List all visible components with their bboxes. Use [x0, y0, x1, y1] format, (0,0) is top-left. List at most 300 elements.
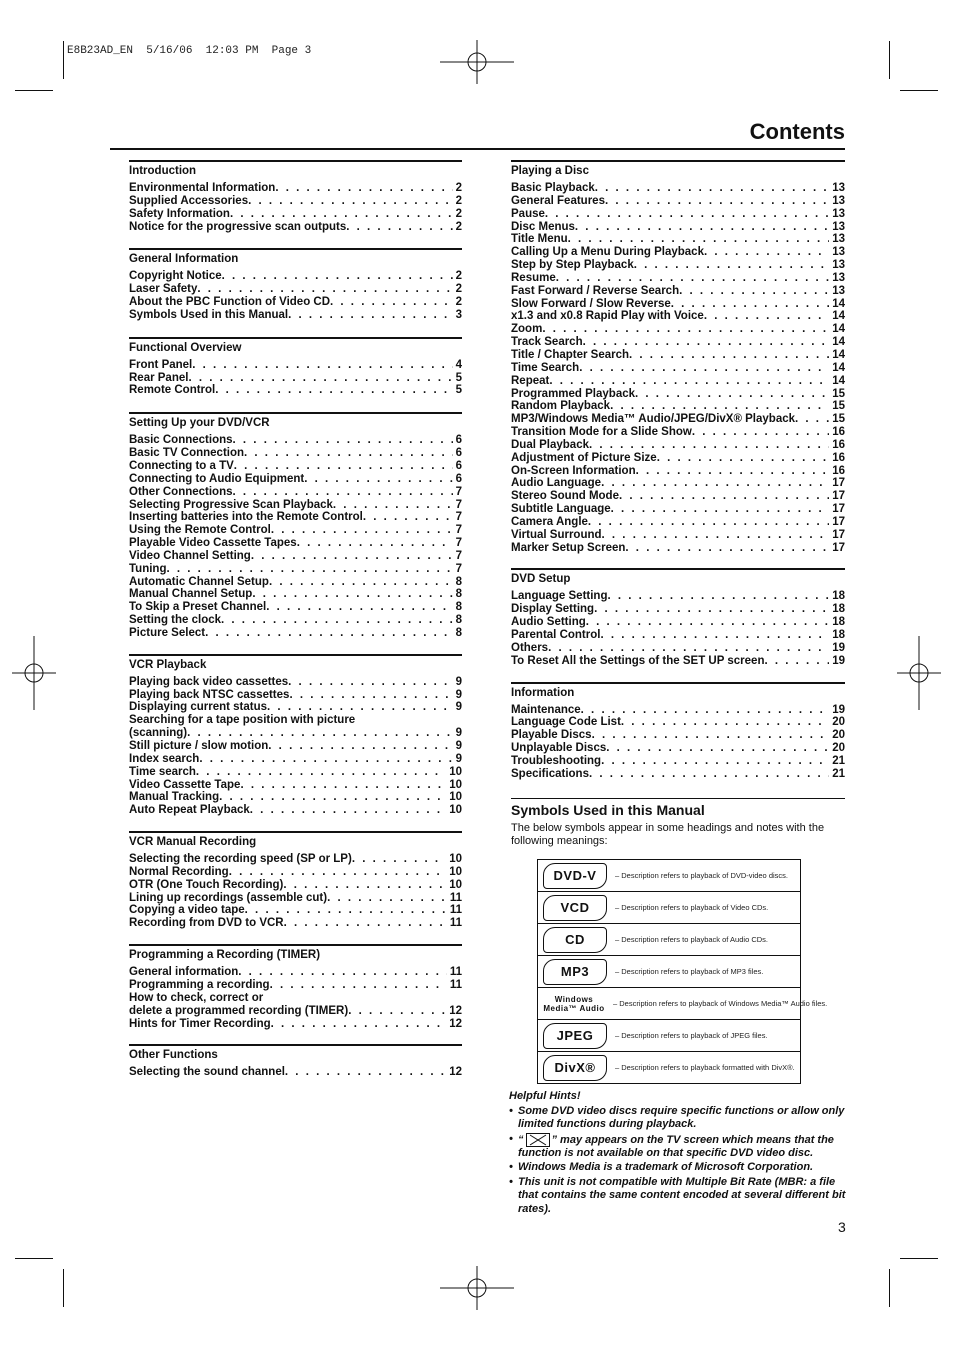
leader-dots	[764, 655, 829, 668]
toc-entry[interactable]	[511, 233, 845, 246]
toc-entry-page: 20	[832, 742, 845, 755]
toc-entry[interactable]	[129, 1005, 462, 1018]
toc-section-title: Setting Up your DVD/VCR	[129, 412, 462, 430]
toc-entry[interactable]	[511, 742, 845, 755]
toc-section-title: VCR Manual Recording	[129, 831, 462, 849]
leader-dots	[275, 182, 452, 195]
toc-entry-page: 9	[455, 688, 462, 701]
toc-entry-page: 14	[832, 323, 845, 336]
leader-dots	[288, 309, 452, 322]
leader-dots	[352, 853, 446, 866]
leader-dots	[285, 1066, 446, 1079]
toc-entry[interactable]	[129, 766, 462, 779]
print-slug: E8B23AD_EN 5/16/06 12:03 PM Page 3	[67, 45, 312, 57]
leader-dots	[284, 917, 447, 930]
toc-entry[interactable]	[129, 537, 462, 550]
toc-entry-label: About the PBC Function of Video CD	[129, 296, 331, 309]
toc-entry-label: Normal Recording	[129, 865, 229, 878]
toc-entry-page: 10	[449, 765, 462, 778]
symbol-row	[538, 955, 800, 987]
toc-entry-page: 13	[832, 284, 845, 297]
toc-entry[interactable]	[129, 791, 462, 804]
toc-entry-page: 10	[449, 865, 462, 878]
toc-entry-label: Zoom	[511, 323, 543, 336]
leader-dots	[568, 233, 830, 246]
toc-entry-page: 2	[455, 194, 462, 207]
toc-entry[interactable]	[129, 853, 462, 866]
toc-entry-page: 6	[455, 459, 462, 472]
toc-entry-page: 7	[455, 537, 462, 550]
toc-entry[interactable]	[511, 413, 845, 426]
toc-entry-label: Index search	[129, 752, 200, 765]
leader-dots	[219, 791, 446, 804]
toc-entry[interactable]	[511, 323, 845, 336]
toc-entry[interactable]	[129, 473, 462, 486]
hint-text-rest: ” may appears on the TV screen which means that the function is not available on that specific DVD video disc.	[518, 1133, 834, 1159]
toc-entry-page: 10	[449, 791, 462, 804]
symbols-title: Symbols Used in this Manual	[511, 798, 845, 818]
leader-dots	[269, 576, 453, 589]
toc-entry-page: 16	[832, 438, 845, 451]
leader-dots	[304, 473, 452, 486]
crop-mark	[900, 1258, 938, 1259]
leader-dots	[268, 740, 452, 753]
toc-entry-label: Connecting to Audio Equipment	[129, 472, 305, 485]
format-logo: DVD-V	[543, 863, 607, 889]
toc-entry[interactable]	[129, 992, 462, 1005]
toc-entry-page: 16	[832, 426, 845, 439]
toc-entry[interactable]	[511, 755, 845, 768]
leader-dots	[288, 676, 452, 689]
leader-dots	[583, 336, 830, 349]
toc-entry[interactable]	[511, 349, 845, 362]
symbol-description: – Description refers to playback of Video CDs.	[615, 903, 769, 912]
toc-entry[interactable]	[129, 904, 462, 917]
leader-dots	[629, 349, 829, 362]
toc-entry-label: Time search	[129, 765, 196, 778]
leader-dots	[704, 246, 829, 259]
toc-entry[interactable]	[129, 296, 462, 309]
toc-entry[interactable]	[129, 601, 462, 614]
toc-entry-page: 14	[832, 336, 845, 349]
toc-entry-page: 14	[832, 374, 845, 387]
toc-entry[interactable]	[511, 655, 845, 668]
toc-entry-page: 10	[449, 853, 462, 866]
toc-entry[interactable]	[511, 375, 845, 388]
toc-entry-page: 14	[832, 310, 845, 323]
toc-entry[interactable]	[511, 603, 845, 616]
toc-entry-page: 6	[455, 472, 462, 485]
toc-entry-label: Time Search	[511, 361, 580, 374]
toc-entry[interactable]	[129, 879, 462, 892]
toc-entry-label: Lining up recordings (assemble cut)	[129, 891, 328, 904]
toc-entry[interactable]	[511, 542, 845, 555]
toc-entry[interactable]	[129, 499, 462, 512]
leader-dots	[588, 516, 829, 529]
leader-dots	[250, 804, 446, 817]
toc-entry-page: 11	[449, 966, 462, 979]
toc-entry[interactable]	[511, 642, 845, 655]
toc-entry[interactable]	[511, 503, 845, 516]
toc-entry[interactable]	[129, 588, 462, 601]
leader-dots	[267, 701, 453, 714]
toc-entry-label: Playable Video Cassette Tapes	[129, 537, 297, 550]
toc-entry-label: Audio Language	[511, 477, 602, 490]
toc-entry-label: Playable Discs	[511, 729, 592, 742]
toc-entry[interactable]	[129, 511, 462, 524]
toc-entry-label: Other Connections	[129, 485, 233, 498]
toc-entry[interactable]	[129, 359, 462, 372]
leader-dots	[579, 362, 829, 375]
leader-dots	[240, 779, 446, 792]
toc-entry-label: Basic Playback	[511, 182, 595, 194]
toc-entry-label: Adjustment of Picture Size	[511, 451, 657, 464]
toc-section	[129, 831, 462, 930]
registration-mark-bottom	[440, 1266, 514, 1310]
toc-entry-page: 18	[832, 616, 845, 629]
symbol-row	[538, 923, 800, 955]
toc-entry-label: Notice for the progressive scan outputs	[129, 220, 347, 233]
toc-entry[interactable]	[511, 310, 845, 323]
leader-dots	[244, 447, 453, 460]
toc-entry[interactable]	[129, 384, 462, 397]
toc-entry-label: Unplayable Discs	[511, 742, 607, 755]
toc-entry-label: Displaying current status	[129, 701, 268, 714]
toc-entry-page: 8	[455, 575, 462, 588]
toc-entry-page: 9	[455, 701, 462, 714]
toc-entry[interactable]	[129, 447, 462, 460]
leader-dots	[248, 195, 453, 208]
toc-entry[interactable]	[129, 979, 462, 992]
toc-entry-label: Tuning	[129, 562, 167, 575]
toc-entry[interactable]	[511, 388, 845, 401]
leader-dots	[229, 866, 447, 879]
leader-dots	[238, 966, 447, 979]
toc-entry-page: 20	[832, 716, 845, 729]
toc-section	[129, 337, 462, 398]
hint-text	[518, 1133, 849, 1161]
leader-dots	[605, 195, 829, 208]
toc-entry-page: 14	[832, 361, 845, 374]
toc-entry-label: Basic Connections	[129, 434, 233, 447]
toc-entry[interactable]	[129, 614, 462, 627]
symbol-row	[538, 1019, 800, 1051]
toc-entry-label: Video Channel Setting	[129, 549, 251, 562]
hints-title: Helpful Hints!	[509, 1090, 581, 1102]
toc-entry-label: Front Panel	[129, 358, 193, 371]
toc-entry[interactable]	[129, 804, 462, 817]
leader-dots	[233, 434, 453, 447]
toc-entry[interactable]	[129, 182, 462, 195]
toc-entry-page: 8	[455, 601, 462, 614]
toc-entry[interactable]	[511, 629, 845, 642]
leader-dots	[607, 590, 829, 603]
leader-dots	[545, 208, 829, 221]
leader-dots	[330, 296, 453, 309]
toc-entry[interactable]	[129, 676, 462, 689]
toc-entry-page: 16	[832, 464, 845, 477]
toc-entry[interactable]	[129, 1018, 462, 1031]
toc-entry-label: Calling Up a Menu During Playback	[511, 246, 704, 259]
leader-dots	[222, 270, 453, 283]
leader-dots	[606, 742, 829, 755]
leader-dots	[549, 375, 829, 388]
leader-dots	[635, 388, 829, 401]
toc-entry-label: Programmed Playback	[511, 387, 636, 400]
toc-entry[interactable]	[129, 221, 462, 234]
toc-entry-page: 8	[455, 614, 462, 627]
leader-dots	[548, 642, 829, 655]
prohibited-icon	[526, 1133, 550, 1147]
leader-dots	[589, 439, 829, 452]
toc-entry[interactable]	[129, 740, 462, 753]
toc-entry-page: 7	[455, 485, 462, 498]
toc-entry[interactable]	[129, 270, 462, 283]
toc-entry-page: 6	[455, 434, 462, 447]
leader-dots	[619, 490, 829, 503]
toc-entry-page: 17	[832, 490, 845, 503]
toc-entry-page: 13	[832, 220, 845, 233]
toc-entry-label: Playing back NTSC cassettes	[129, 688, 290, 701]
toc-entry[interactable]	[511, 704, 845, 717]
toc-entry[interactable]	[129, 1066, 462, 1079]
leader-dots	[327, 892, 447, 905]
toc-entry-label: Repeat	[511, 374, 550, 387]
toc-entry-label: Symbols Used in this Manual	[129, 308, 289, 321]
toc-entry[interactable]	[511, 452, 845, 465]
toc-entry[interactable]	[511, 439, 845, 452]
leader-dots	[575, 221, 829, 234]
leader-dots	[271, 524, 453, 537]
toc-entry[interactable]	[511, 246, 845, 259]
toc-entry-label: Supplied Accessories	[129, 194, 249, 207]
toc-entry[interactable]	[511, 362, 845, 375]
leader-dots	[252, 588, 452, 601]
leader-dots	[230, 208, 453, 221]
toc-entry-label: Safety Information	[129, 207, 230, 220]
leader-dots	[592, 729, 830, 742]
toc-section	[511, 682, 845, 781]
leader-dots	[363, 511, 453, 524]
toc-entry-page: 18	[832, 603, 845, 616]
format-logo: MP3	[543, 959, 607, 985]
leader-dots	[196, 766, 446, 779]
toc-entry-page: 7	[455, 498, 462, 511]
toc-entry-label: General information	[129, 966, 239, 979]
toc-entry[interactable]	[129, 563, 462, 576]
toc-entry-label: General Features	[511, 194, 605, 207]
toc-entry-label: Copying a video tape	[129, 904, 245, 917]
toc-entry[interactable]	[129, 460, 462, 473]
crop-mark	[63, 1269, 64, 1307]
leader-dots	[188, 372, 452, 385]
toc-entry-page: 7	[455, 524, 462, 537]
hint-text: Some DVD video discs require specific functions or allow only limited functions during playback.	[518, 1104, 845, 1130]
toc-entry-label: Transition Mode for a Slide Show	[511, 426, 692, 439]
page-number: 3	[838, 1219, 846, 1235]
toc-section	[511, 160, 845, 554]
toc-entry[interactable]	[129, 208, 462, 221]
toc-entry-label: Resume	[511, 271, 556, 284]
toc-entry[interactable]	[129, 486, 462, 499]
toc-entry-page: 18	[832, 590, 845, 603]
toc-left-column	[129, 160, 462, 1079]
leader-dots	[611, 503, 830, 516]
leader-dots	[581, 704, 830, 717]
toc-entry[interactable]	[129, 714, 462, 727]
toc-entry[interactable]	[511, 298, 845, 311]
toc-entry[interactable]	[129, 917, 462, 930]
toc-entry-page: 14	[832, 297, 845, 310]
toc-section-title: Information	[511, 682, 845, 700]
symbol-row	[538, 891, 800, 923]
toc-entry-label: Virtual Surround	[511, 528, 602, 541]
toc-entry-label: Inserting batteries into the Remote Control	[129, 511, 363, 524]
toc-entry[interactable]	[129, 701, 462, 714]
toc-entry[interactable]	[511, 336, 845, 349]
toc-entry-page: 2	[455, 207, 462, 220]
toc-entry[interactable]	[129, 689, 462, 702]
toc-entry-page: 5	[455, 384, 462, 397]
toc-entry-page: 17	[832, 541, 845, 554]
toc-entry-page: 9	[455, 675, 462, 688]
leader-dots	[233, 486, 453, 499]
hint-item: • This unit is not compatible with Multiple Bit Rate (MBR: a file that contains the same content encoded at several different bit rates).	[509, 1176, 849, 1217]
toc-entry-page: 18	[832, 629, 845, 641]
helpful-hints	[509, 1090, 849, 1216]
toc-entry-label: To Skip a Preset Channel	[129, 601, 267, 614]
leader-dots	[594, 603, 829, 616]
toc-entry-label: Searching for a tape position with picture	[129, 714, 356, 727]
toc-entry-label: Slow Forward / Slow Reverse	[511, 297, 671, 310]
symbol-description: – Description refers to playback of JPEG files.	[615, 1031, 768, 1040]
toc-entry-page: 3	[455, 308, 462, 321]
toc-entry-page: 7	[455, 562, 462, 575]
toc-entry-page: 10	[449, 804, 462, 817]
toc-entry-page: 21	[832, 754, 845, 767]
toc-entry-page: 13	[832, 207, 845, 220]
toc-entry[interactable]	[511, 259, 845, 272]
toc-entry[interactable]	[129, 892, 462, 905]
toc-entry[interactable]	[129, 627, 462, 640]
toc-entry-label: Using the Remote Control	[129, 524, 271, 537]
toc-entry[interactable]	[511, 182, 845, 195]
leader-dots	[586, 616, 829, 629]
toc-entry-label: Connecting to a TV	[129, 459, 234, 472]
toc-entry-label: Audio Setting	[511, 616, 586, 629]
toc-entry[interactable]	[129, 524, 462, 537]
hint-text: This unit is not compatible with Multiple Bit Rate (MBR: a file that contains the same content encoded at several different bit rates).	[518, 1175, 846, 1215]
toc-entry-label: Picture Select	[129, 626, 206, 639]
toc-entry-page: 13	[832, 246, 845, 259]
toc-entry-page: 13	[832, 194, 845, 207]
toc-entry-page: 10	[449, 878, 462, 891]
toc-entry[interactable]	[129, 372, 462, 385]
toc-entry[interactable]	[511, 426, 845, 439]
crop-mark	[15, 90, 53, 91]
toc-entry[interactable]	[511, 465, 845, 478]
format-logo: VCD	[543, 895, 607, 921]
toc-entry[interactable]	[129, 434, 462, 447]
toc-entry-label: Rear Panel	[129, 371, 189, 384]
toc-entry[interactable]	[129, 866, 462, 879]
toc-entry-page: 2	[455, 182, 462, 194]
title-rule	[110, 148, 845, 150]
toc-entry-page: 2	[455, 270, 462, 283]
toc-entry-label: Title Menu	[511, 233, 568, 246]
toc-entry[interactable]	[511, 272, 845, 285]
leader-dots	[589, 768, 829, 781]
toc-entry[interactable]	[511, 490, 845, 503]
leader-dots	[221, 614, 453, 627]
toc-entry[interactable]	[129, 550, 462, 563]
symbol-description: – Description refers to playback of Windows Media™ Audio files.	[613, 999, 828, 1008]
toc-entry-page: 12	[449, 1017, 462, 1030]
leader-dots	[601, 477, 829, 490]
toc-entry-label: On-Screen Information	[511, 464, 636, 477]
toc-entry-page: 12	[449, 1004, 462, 1017]
toc-entry-label: Video Cassette Tape	[129, 778, 241, 791]
leader-dots	[346, 221, 452, 234]
toc-entry[interactable]	[511, 516, 845, 529]
toc-entry-page: 12	[449, 1066, 462, 1079]
page-title: Contents	[749, 119, 845, 144]
toc-section-title: DVD Setup	[511, 568, 845, 586]
toc-entry[interactable]	[511, 400, 845, 413]
toc-entry-label: Random Playback	[511, 400, 611, 413]
toc-entry-label: Stereo Sound Mode	[511, 490, 619, 503]
toc-entry-label: Auto Repeat Playback	[129, 804, 250, 817]
leader-dots	[602, 529, 830, 542]
toc-entry[interactable]	[129, 195, 462, 208]
toc-entry[interactable]	[511, 477, 845, 490]
toc-entry[interactable]	[511, 208, 845, 221]
toc-entry[interactable]	[511, 768, 845, 781]
leader-dots	[333, 499, 453, 512]
leader-dots	[283, 879, 446, 892]
toc-section	[129, 1044, 462, 1079]
toc-entry[interactable]	[511, 729, 845, 742]
toc-entry[interactable]	[129, 309, 462, 322]
toc-entry-page: 6	[455, 447, 462, 460]
toc-entry-page: 19	[832, 703, 845, 716]
symbol-row	[538, 987, 828, 1019]
hint-text: Windows Media is a trademark of Microsoft Corporation.	[518, 1161, 814, 1174]
toc-entry[interactable]	[511, 221, 845, 234]
toc-entry[interactable]	[129, 753, 462, 766]
toc-entry-label: Camera Angle	[511, 515, 588, 528]
toc-entry[interactable]	[511, 590, 845, 603]
leader-dots	[166, 563, 452, 576]
toc-entry[interactable]	[129, 727, 462, 740]
toc-entry-page: 2	[455, 296, 462, 309]
toc-entry[interactable]	[129, 283, 462, 296]
toc-entry[interactable]	[129, 779, 462, 792]
toc-entry-label: Programming a recording	[129, 978, 270, 991]
toc-entry[interactable]	[129, 966, 462, 979]
toc-entry-label: Track Search	[511, 336, 583, 349]
toc-entry[interactable]	[129, 576, 462, 589]
toc-entry[interactable]	[511, 195, 845, 208]
registration-mark-right	[897, 636, 941, 710]
toc-entry[interactable]	[511, 616, 845, 629]
symbol-row	[538, 860, 800, 891]
toc-entry[interactable]	[511, 716, 845, 729]
toc-entry[interactable]	[511, 529, 845, 542]
toc-entry[interactable]	[511, 285, 845, 298]
leader-dots	[199, 753, 452, 766]
leader-dots	[795, 413, 829, 426]
